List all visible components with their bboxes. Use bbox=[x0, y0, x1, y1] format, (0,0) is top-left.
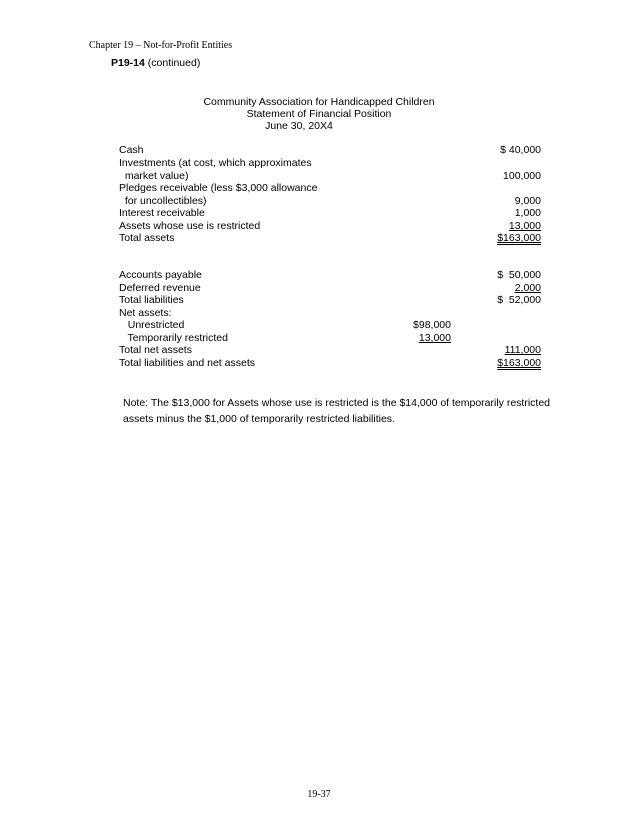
row-amount: $ 52,000 bbox=[497, 294, 541, 306]
row-label: Net assets: bbox=[119, 307, 172, 319]
row-label: market value) bbox=[119, 170, 189, 182]
row-label: Total liabilities and net assets bbox=[119, 357, 255, 369]
row-label: Total assets bbox=[119, 232, 175, 244]
row-amount: $163,000 bbox=[497, 357, 541, 369]
row-label: Interest receivable bbox=[119, 207, 205, 219]
problem-heading bbox=[111, 57, 200, 69]
problem-number: P19-14 bbox=[111, 57, 145, 69]
statement-note: Note: The $13,000 for Assets whose use is restricted is the $14,000 of temporarily restricted assets minus the $1,000 of temporarily restricted liabilities. bbox=[123, 397, 551, 425]
row-amount: $163,000 bbox=[497, 232, 541, 244]
row-amount: 9,000 bbox=[514, 195, 541, 207]
statement-entity-name: Community Association for Handicapped Children bbox=[203, 96, 435, 108]
row-label: Total net assets bbox=[119, 344, 192, 356]
statement-title: Statement of Financial Position bbox=[246, 108, 392, 120]
statement-date: June 30, 20X4 bbox=[265, 120, 333, 132]
row-amount: 2,000 bbox=[514, 282, 541, 294]
row-amount: 13,000 bbox=[508, 220, 541, 232]
chapter-header: Chapter 19 – Not-for-Profit Entities bbox=[89, 40, 233, 51]
problem-suffix: (continued) bbox=[147, 57, 201, 69]
row-label: Cash bbox=[119, 144, 144, 156]
row-label: for uncollectibles) bbox=[119, 195, 207, 207]
row-label: Assets whose use is restricted bbox=[119, 220, 261, 232]
row-label: Accounts payable bbox=[119, 269, 202, 281]
row-middle-amount: 13,000 bbox=[418, 332, 451, 344]
row-amount: 111,000 bbox=[504, 344, 541, 356]
row-amount: $ 50,000 bbox=[497, 269, 541, 281]
row-amount: 1,000 bbox=[514, 207, 541, 219]
row-label: Total liabilities bbox=[119, 294, 184, 306]
row-amount: 100,000 bbox=[503, 170, 541, 182]
row-amount: $ 40,000 bbox=[500, 144, 541, 156]
page-number: 19-37 bbox=[307, 789, 331, 800]
row-label: Investments (at cost, which approximates bbox=[119, 157, 312, 169]
row-label: Pledges receivable (less $3,000 allowance bbox=[119, 182, 318, 194]
row-label: Temporarily restricted bbox=[119, 332, 228, 344]
row-label: Unrestricted bbox=[119, 319, 185, 331]
row-label: Deferred revenue bbox=[119, 282, 201, 294]
row-middle-amount: $98,000 bbox=[413, 319, 451, 331]
